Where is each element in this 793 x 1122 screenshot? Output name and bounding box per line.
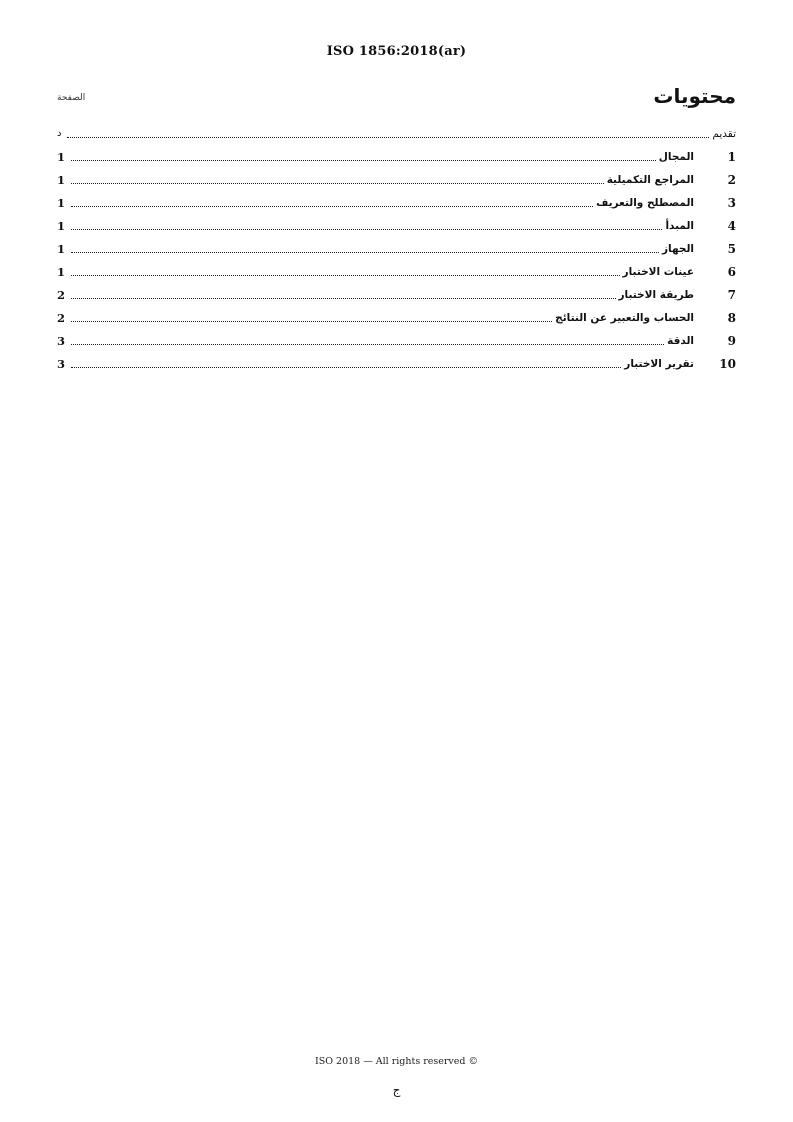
toc-leader-dots bbox=[71, 344, 664, 345]
toc-entry-10[interactable] bbox=[57, 352, 736, 375]
toc-section-number: 2 bbox=[727, 172, 736, 187]
page-number: ج bbox=[392, 1083, 401, 1097]
toc-entry-5[interactable] bbox=[57, 237, 736, 260]
toc-leader-dots bbox=[71, 321, 552, 322]
toc-leader-dots bbox=[71, 298, 615, 299]
toc-page-number: 1 bbox=[57, 172, 66, 187]
toc-leader-dots bbox=[71, 367, 621, 368]
toc-entry-label: تقرير الاختبار bbox=[624, 357, 694, 370]
toc-section-number: 1 bbox=[727, 149, 736, 164]
copyright-notice: ISO 2018 — All rights reserved © bbox=[314, 1056, 479, 1067]
toc-section-number: 5 bbox=[727, 241, 736, 256]
toc-entry-label: المراجع التكميلية bbox=[606, 173, 694, 186]
toc-entry-2[interactable] bbox=[57, 168, 736, 191]
toc-title: محتويات bbox=[653, 84, 736, 108]
toc-leader-dots bbox=[71, 252, 659, 253]
toc-page-number: 1 bbox=[57, 264, 66, 279]
toc-section-number: 7 bbox=[727, 287, 736, 302]
toc-page-number: د bbox=[57, 128, 62, 139]
toc-entry-6[interactable] bbox=[57, 260, 736, 283]
toc-section-number: 10 bbox=[719, 356, 736, 371]
toc-leader-dots bbox=[71, 206, 593, 207]
toc-leader-dots bbox=[71, 275, 620, 276]
toc-leader-dots bbox=[71, 160, 656, 161]
toc-section-number: 6 bbox=[727, 264, 736, 279]
toc-entry-7[interactable] bbox=[57, 283, 736, 306]
toc-entry-label: تقديم bbox=[712, 127, 736, 140]
toc-entry-9[interactable] bbox=[57, 329, 736, 352]
toc-entry-label: الجهاز bbox=[661, 242, 694, 255]
toc-entry-label: المصطلح والتعريف bbox=[596, 196, 694, 209]
toc-page-number: 2 bbox=[57, 287, 66, 302]
page-column-label: الصفحة bbox=[57, 93, 86, 103]
toc-page-number: 3 bbox=[57, 356, 66, 371]
toc-page-number: 3 bbox=[57, 333, 66, 348]
toc-section-number: 9 bbox=[727, 333, 736, 348]
toc-entry-label: الدقة bbox=[667, 334, 694, 347]
toc-page-number: 1 bbox=[57, 195, 66, 210]
toc-entry-preface[interactable] bbox=[57, 122, 736, 145]
toc-leader-dots bbox=[67, 137, 709, 138]
toc-leader-dots bbox=[71, 183, 604, 184]
toc-entry-label: المجال bbox=[658, 150, 694, 163]
toc-entry-1[interactable] bbox=[57, 145, 736, 168]
toc-page-number: 2 bbox=[57, 310, 66, 325]
toc-page-number: 1 bbox=[57, 218, 66, 233]
toc-entry-label: الحساب والتعبير عن النتائج bbox=[555, 311, 694, 324]
toc-section-number: 8 bbox=[727, 310, 736, 325]
toc-entry-label: طريقة الاختبار bbox=[618, 288, 694, 301]
toc-section-number: 3 bbox=[727, 195, 736, 210]
toc-entry-4[interactable] bbox=[57, 214, 736, 237]
toc-section-number: 4 bbox=[727, 218, 736, 233]
toc-entry-8[interactable] bbox=[57, 306, 736, 329]
document-id: ISO 1856:2018(ar) bbox=[326, 44, 467, 59]
toc-heading-row bbox=[57, 84, 736, 114]
toc-list bbox=[57, 122, 736, 375]
toc-entry-label: المبدأ bbox=[665, 219, 694, 232]
toc-entry-label: عينات الاختبار bbox=[622, 265, 694, 278]
toc-page-number: 1 bbox=[57, 241, 66, 256]
toc-leader-dots bbox=[71, 229, 662, 230]
toc-entry-3[interactable] bbox=[57, 191, 736, 214]
toc-page-number: 1 bbox=[57, 149, 66, 164]
